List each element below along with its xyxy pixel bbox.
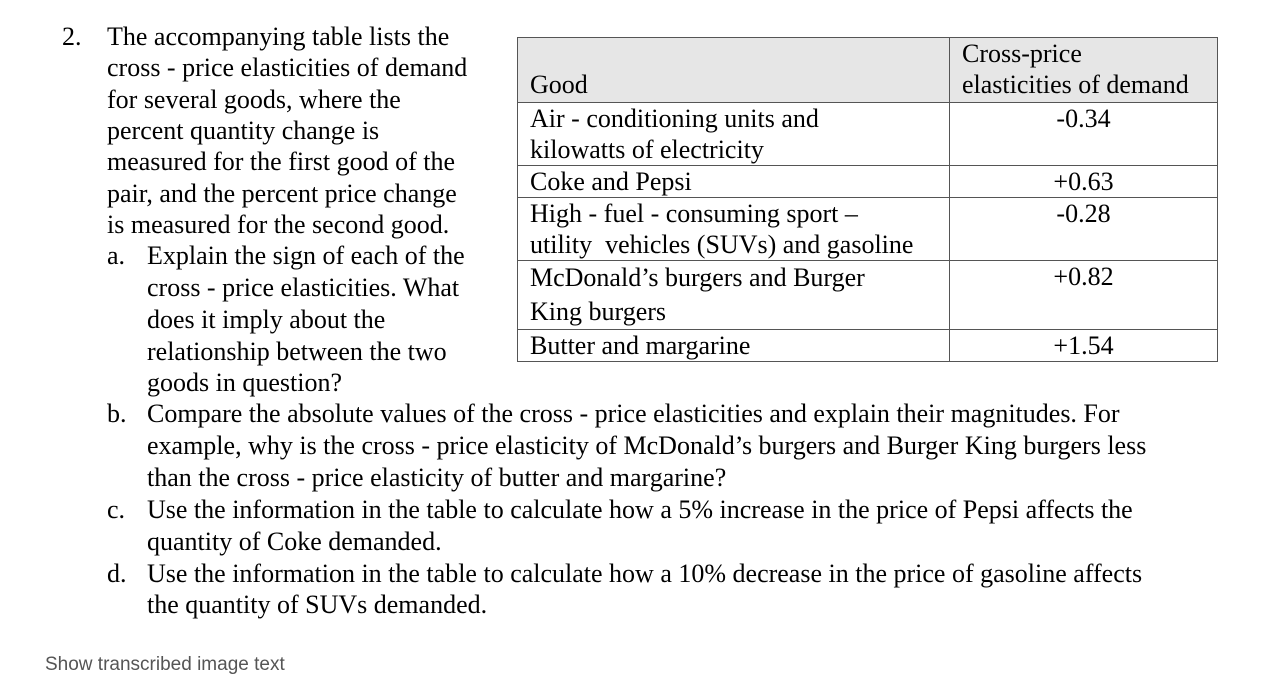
table-row [518,330,1218,362]
good-line: High - fuel - consuming sport – [530,199,858,228]
good-line: Air - conditioning units and [530,104,819,133]
value-cell: +0.63 [950,166,1218,198]
intro-line: measured for the first good of the [107,147,456,176]
good-cell [518,261,950,330]
header-elasticity-line: elasticities of demand [962,70,1189,99]
good-line: Coke and Pepsi [530,167,692,196]
part-b-line: than the cross - price elasticity of butter and margarine? [147,463,727,492]
value-cell: +0.82 [950,261,1218,330]
good-cell [518,103,950,166]
part-b-label: b. [107,399,127,428]
part-a-label: a. [107,241,126,270]
good-line: kilowatts of electricity [530,135,764,164]
part-b-line: Compare the absolute values of the cross - price elasticities and explain their magnitudes. For [147,399,1120,428]
value-cell: +1.54 [950,330,1218,362]
table-row [518,261,1218,330]
part-c-line: quantity of Coke demanded. [147,527,442,556]
part-a-line: does it imply about the [147,305,386,334]
part-d-line: the quantity of SUVs demanded. [147,590,488,619]
good-line: King burgers [530,297,667,326]
good-line: McDonald’s burgers and Burger [530,263,865,292]
elasticity-table [517,37,1218,362]
intro-line: percent quantity change is [107,116,380,145]
good-line: Butter and margarine [530,331,751,360]
table-row [518,166,1218,198]
value-cell: -0.34 [950,103,1218,166]
part-c-label: c. [107,495,126,524]
value-cell: -0.28 [950,198,1218,261]
intro-line: pair, and the percent price change [107,179,457,208]
part-d-label: d. [107,559,127,588]
good-line: utility vehicles (SUVs) and gasoline [530,230,914,259]
part-a-line: cross - price elasticities. What [147,273,460,302]
part-a-line: goods in question? [147,368,342,397]
intro-line: The accompanying table lists the [107,22,450,51]
header-good: Good [518,38,950,103]
part-c-line: Use the information in the table to calculate how a 5% increase in the price of Pepsi affects the [147,495,1133,524]
part-d-line: Use the information in the table to calculate how a 10% decrease in the price of gasoline affects [147,559,1143,588]
intro-line: for several goods, where the [107,85,401,114]
part-b-line: example, why is the cross - price elasticity of McDonald’s burgers and Burger King burgers less [147,431,1147,460]
intro-line: cross - price elasticities of demand [107,53,468,82]
table-header-row [518,38,1218,103]
table-row [518,103,1218,166]
header-elasticity-line: Cross-price [962,39,1082,68]
good-cell [518,198,950,261]
show-transcribed-link[interactable]: Show transcribed image text [45,654,285,675]
good-cell [518,330,950,362]
intro-line: is measured for the second good. [107,210,450,239]
header-elasticity [950,38,1218,103]
part-a-line: Explain the sign of each of the [147,241,465,270]
table-row [518,198,1218,261]
part-a-line: relationship between the two [147,337,447,366]
good-cell [518,166,950,198]
question-number: 2. [62,22,82,51]
